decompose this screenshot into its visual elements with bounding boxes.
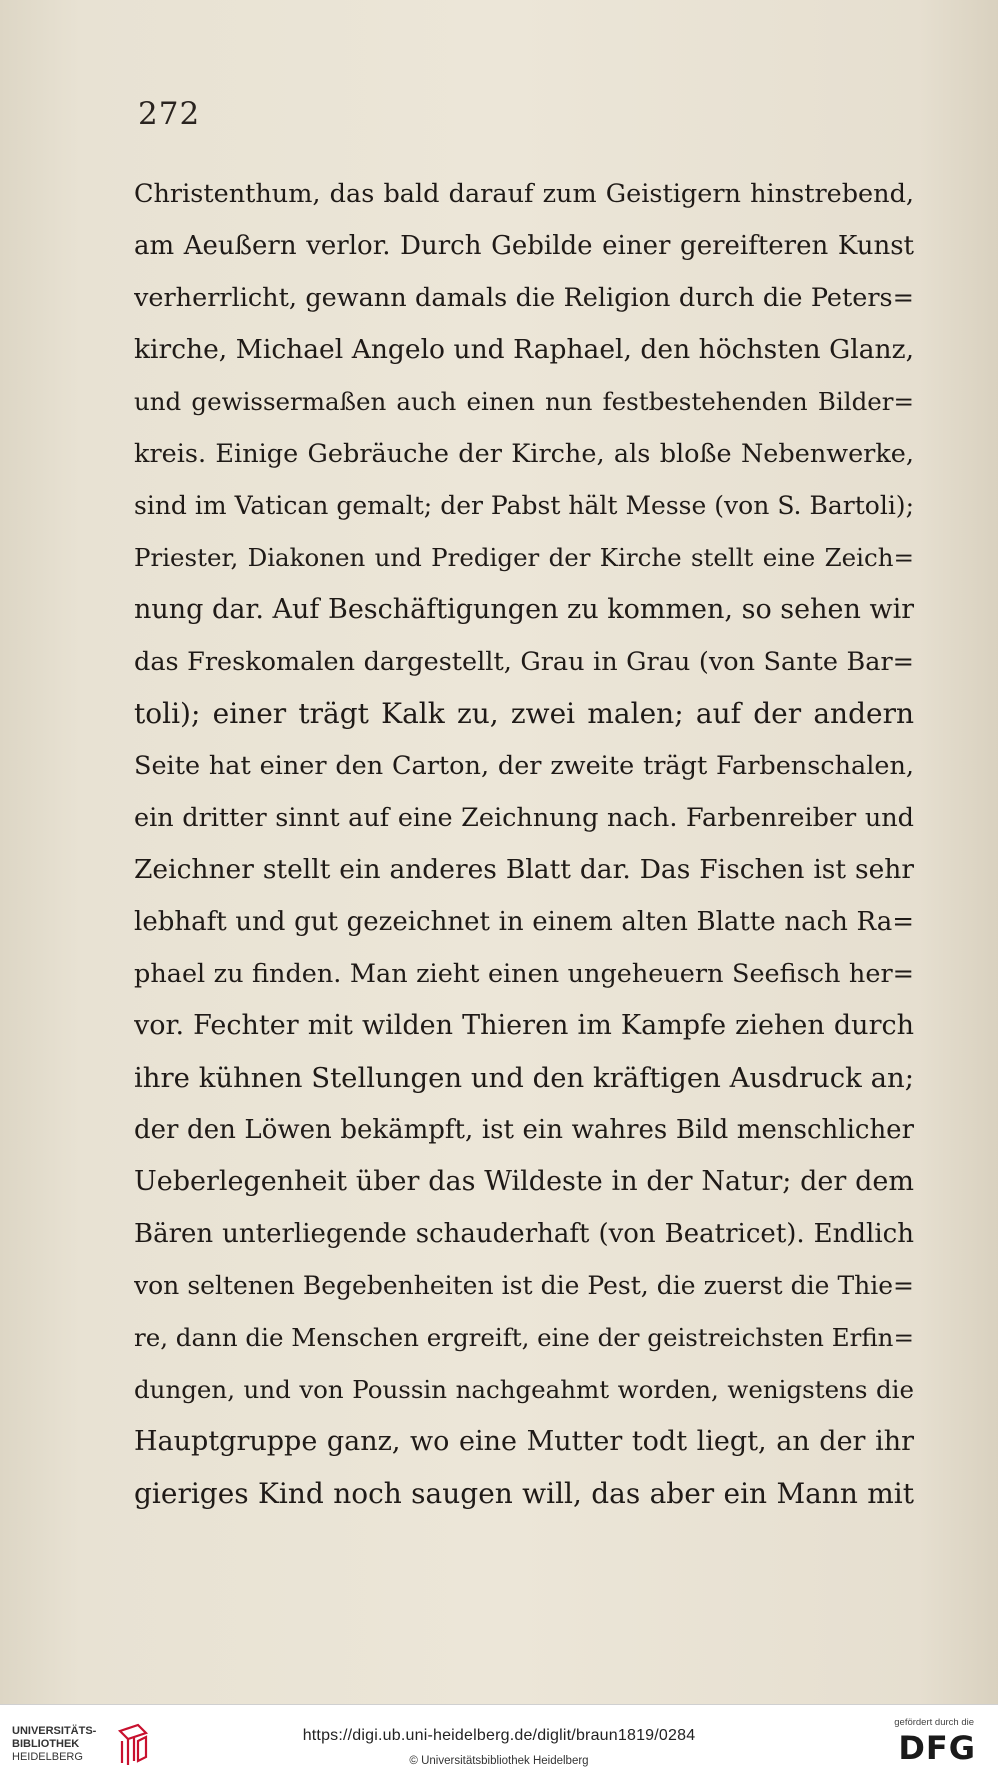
permalink-url[interactable]: https://digi.ub.uni-heidelberg.de/diglit/braun1819/0284 bbox=[302, 1727, 696, 1744]
library-name-line-2: BIBLIOTHEK bbox=[12, 1738, 80, 1750]
text-line: lebhaft und gut gezeichnet in einem alten Blatte nach Ra= bbox=[134, 907, 914, 937]
funding-label: gefördert durch die bbox=[894, 1717, 974, 1728]
text-line: das Freskomalen dargestellt, Grau in Grau (von Sante Bar= bbox=[134, 647, 914, 677]
text-line: Bären unterliegende schauderhaft (von Beatricet). Endlich bbox=[134, 1219, 914, 1249]
text-line: phael zu finden. Man zieht einen ungeheuern Seefisch her= bbox=[134, 959, 914, 989]
text-line: ein dritter sinnt auf eine Zeichnung nach. Farbenreiber und bbox=[134, 803, 914, 833]
text-line: und gewissermaßen auch einen nun festbestehenden Bilder= bbox=[134, 387, 914, 416]
text-line: Seite hat einer den Carton, der zweite trägt Farbenschalen, bbox=[134, 751, 914, 781]
text-line: am Aeußern verlor. Durch Gebilde einer gereifteren Kunst bbox=[134, 231, 914, 261]
text-line: gieriges Kind noch saugen will, das aber ein Mann mit bbox=[134, 1477, 914, 1510]
dfg-logo[interactable]: DFG bbox=[898, 1729, 976, 1767]
text-line: verherrlicht, gewann damals die Religion durch die Peters= bbox=[134, 283, 914, 313]
text-line: Hauptgruppe ganz, wo eine Mutter todt liegt, an der ihr bbox=[134, 1426, 914, 1457]
text-line: ihre kühnen Stellungen und den kräftigen Ausdruck an; bbox=[134, 1062, 914, 1094]
text-line: re, dann die Menschen ergreift, eine der geistreichsten Erfin= bbox=[134, 1323, 914, 1352]
text-line: von seltenen Begebenheiten ist die Pest, die zuerst die Thie= bbox=[134, 1271, 914, 1300]
library-name-line-1: UNIVERSITÄTS- bbox=[12, 1725, 97, 1737]
page-number: 272 bbox=[138, 96, 201, 132]
text-line: Zeichner stellt ein anderes Blatt dar. Das Fischen ist sehr bbox=[134, 854, 914, 885]
body-text bbox=[134, 168, 914, 1520]
text-line: Priester, Diakonen und Prediger der Kirche stellt eine Zeich= bbox=[134, 543, 914, 572]
text-line: toli); einer trägt Kalk zu, zwei malen; auf der andern bbox=[134, 697, 914, 730]
text-line: der den Löwen bekämpft, ist ein wahres Bild menschlicher bbox=[134, 1115, 914, 1145]
text-line: kreis. Einige Gebräuche der Kirche, als bloße Nebenwerke, bbox=[134, 439, 914, 469]
text-line: Christenthum, das bald darauf zum Geistigern hinstrebend, bbox=[134, 179, 914, 209]
text-line: kirche, Michael Angelo und Raphael, den höchsten Glanz, bbox=[134, 334, 914, 365]
copyright-notice: © Universitätsbibliothek Heidelberg bbox=[409, 1755, 589, 1767]
text-line: Ueberlegenheit über das Wildeste in der Natur; der dem bbox=[134, 1166, 914, 1197]
text-line: nung dar. Auf Beschäftigungen zu kommen, so sehen wir bbox=[134, 594, 914, 625]
library-name-line-3: HEIDELBERG bbox=[12, 1751, 83, 1763]
text-line: sind im Vatican gemalt; der Pabst hält Messe (von S. Bartoli); bbox=[134, 491, 914, 520]
text-line: vor. Fechter mit wilden Thieren im Kampfe ziehen durch bbox=[134, 1010, 914, 1041]
viewer-footer bbox=[0, 1704, 998, 1781]
text-line: dungen, und von Poussin nachgeahmt worden, wenigstens die bbox=[134, 1375, 914, 1404]
